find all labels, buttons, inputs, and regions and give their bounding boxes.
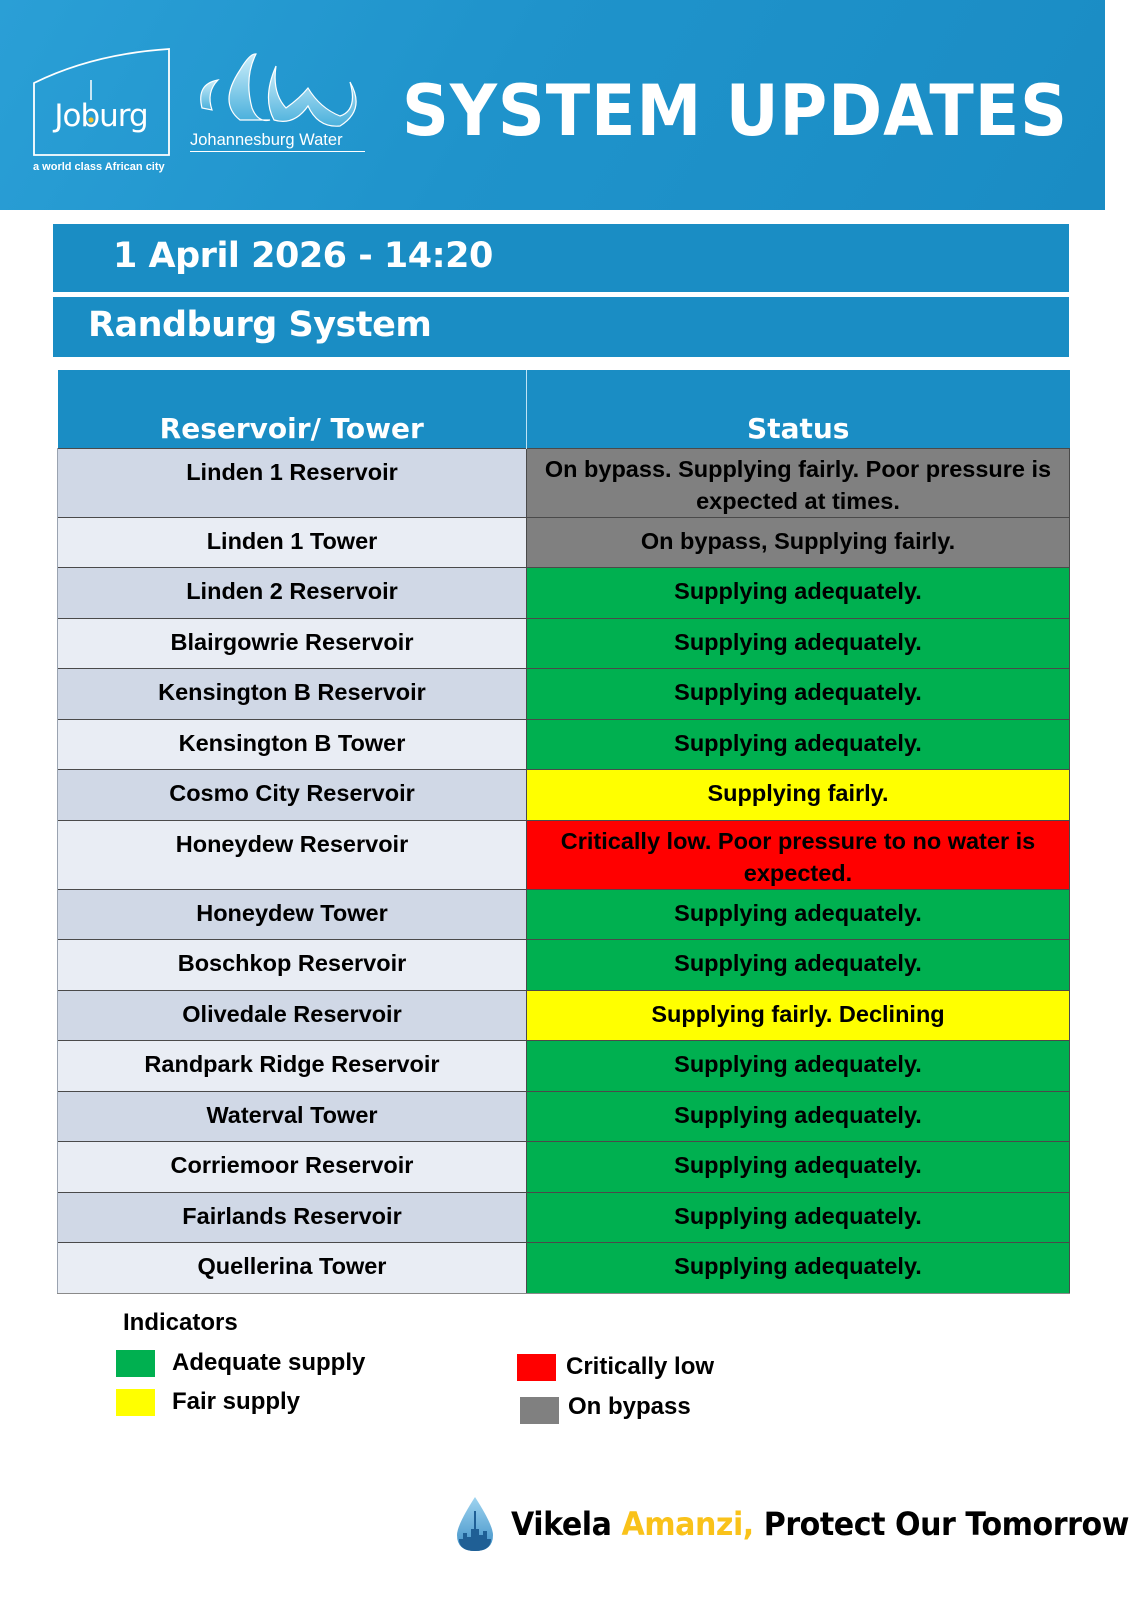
johannesburg-water-text: Johannesburg Water: [190, 131, 365, 152]
status-cell-adequate: Supplying adequately.: [527, 1142, 1070, 1193]
reservoir-name: Olivedale Reservoir: [58, 990, 527, 1041]
footer-slogan: [455, 1495, 1131, 1553]
status-cell-bypass: On bypass, Supplying fairly.: [527, 517, 1070, 568]
reservoir-name: Cosmo City Reservoir: [58, 770, 527, 821]
legend-label: Fair supply: [172, 1388, 301, 1415]
reservoir-name: Kensington B Tower: [58, 719, 527, 770]
table-row: [58, 820, 1070, 889]
status-cell-adequate: Supplying adequately.: [527, 940, 1070, 991]
reservoir-name: Linden 1 Reservoir: [58, 448, 527, 517]
status-cell-critical: Critically low. Poor pressure to no water is expected.: [527, 820, 1070, 889]
table-row: [58, 1192, 1070, 1243]
status-cell-fair: Supplying fairly. Declining: [527, 990, 1070, 1041]
joburg-logo-text: Joburg: [54, 98, 148, 134]
status-cell-adequate: Supplying adequately.: [527, 1243, 1070, 1294]
slogan-part-2: Protect Our Tomorrow: [753, 1505, 1129, 1543]
water-drop-city-icon: [455, 1495, 495, 1553]
reservoir-name: Quellerina Tower: [58, 1243, 527, 1294]
status-cell-adequate: Supplying adequately.: [527, 889, 1070, 940]
joburg-logo: [33, 48, 173, 176]
reservoir-status-table: [57, 370, 1069, 1294]
table-row: [58, 618, 1070, 669]
column-header-reservoir: Reservoir/ Tower: [58, 370, 527, 448]
adequate-swatch-icon: [116, 1350, 155, 1377]
table-row: [58, 568, 1070, 619]
status-cell-adequate: Supplying adequately.: [527, 1192, 1070, 1243]
status-cell-adequate: Supplying adequately.: [527, 1091, 1070, 1142]
legend-item-adequate: [116, 1349, 365, 1377]
legend-title: Indicators: [123, 1309, 238, 1336]
header-banner: [0, 0, 1105, 210]
reservoir-name: Boschkop Reservoir: [58, 940, 527, 991]
table-row: [58, 940, 1070, 991]
legend-item-fair: [116, 1388, 300, 1416]
reservoir-name: Corriemoor Reservoir: [58, 1142, 527, 1193]
page-title: SYSTEM UPDATES: [402, 70, 1068, 152]
fair-swatch-icon: [116, 1389, 155, 1416]
table-header-row: [58, 370, 1070, 448]
status-cell-fair: Supplying fairly.: [527, 770, 1070, 821]
reservoir-name: Honeydew Tower: [58, 889, 527, 940]
reservoir-name: Waterval Tower: [58, 1091, 527, 1142]
system-name: Randburg System: [88, 305, 432, 345]
table-row: [58, 889, 1070, 940]
legend-item-critical: [517, 1353, 714, 1381]
table-row: [58, 990, 1070, 1041]
water-wave-icon: [190, 48, 365, 128]
status-cell-adequate: Supplying adequately.: [527, 719, 1070, 770]
legend-label: On bypass: [568, 1392, 691, 1420]
reservoir-name: Kensington B Reservoir: [58, 669, 527, 720]
reservoir-name: Randpark Ridge Reservoir: [58, 1041, 527, 1092]
reservoir-name: Honeydew Reservoir: [58, 820, 527, 889]
reservoir-name: Linden 2 Reservoir: [58, 568, 527, 619]
reservoir-name: Linden 1 Tower: [58, 517, 527, 568]
update-datetime: 1 April 2026 - 14:20: [113, 236, 493, 276]
table-row: [58, 1243, 1070, 1294]
table-row: [58, 1041, 1070, 1092]
joburg-tagline: a world class African city: [33, 161, 165, 173]
johannesburg-water-logo: [190, 48, 365, 158]
column-header-status: Status: [527, 370, 1070, 448]
status-cell-bypass: On bypass. Supplying fairly. Poor pressure is expected at times.: [527, 448, 1070, 517]
table-row: [58, 1142, 1070, 1193]
system-name-bar: [53, 297, 1069, 357]
bypass-swatch-icon: [520, 1397, 559, 1424]
critical-swatch-icon: [517, 1354, 556, 1381]
reservoir-name: Blairgowrie Reservoir: [58, 618, 527, 669]
update-datetime-bar: [53, 224, 1069, 292]
slogan-part-1: Vikela: [511, 1505, 622, 1543]
table-row: [58, 1091, 1070, 1142]
legend-item-bypass: [520, 1389, 691, 1424]
table-row: [58, 770, 1070, 821]
legend-label: Adequate supply: [172, 1349, 366, 1376]
table-body: [58, 448, 1070, 1293]
legend-label: Critically low: [566, 1353, 715, 1380]
table-row: [58, 719, 1070, 770]
status-cell-adequate: Supplying adequately.: [527, 1041, 1070, 1092]
slogan-text: [511, 1505, 1129, 1543]
table-row: [58, 448, 1070, 517]
slogan-accent: Amanzi,: [621, 1505, 754, 1543]
status-cell-adequate: Supplying adequately.: [527, 669, 1070, 720]
table-row: [58, 669, 1070, 720]
status-cell-adequate: Supplying adequately.: [527, 618, 1070, 669]
table-row: [58, 517, 1070, 568]
status-cell-adequate: Supplying adequately.: [527, 568, 1070, 619]
reservoir-name: Fairlands Reservoir: [58, 1192, 527, 1243]
